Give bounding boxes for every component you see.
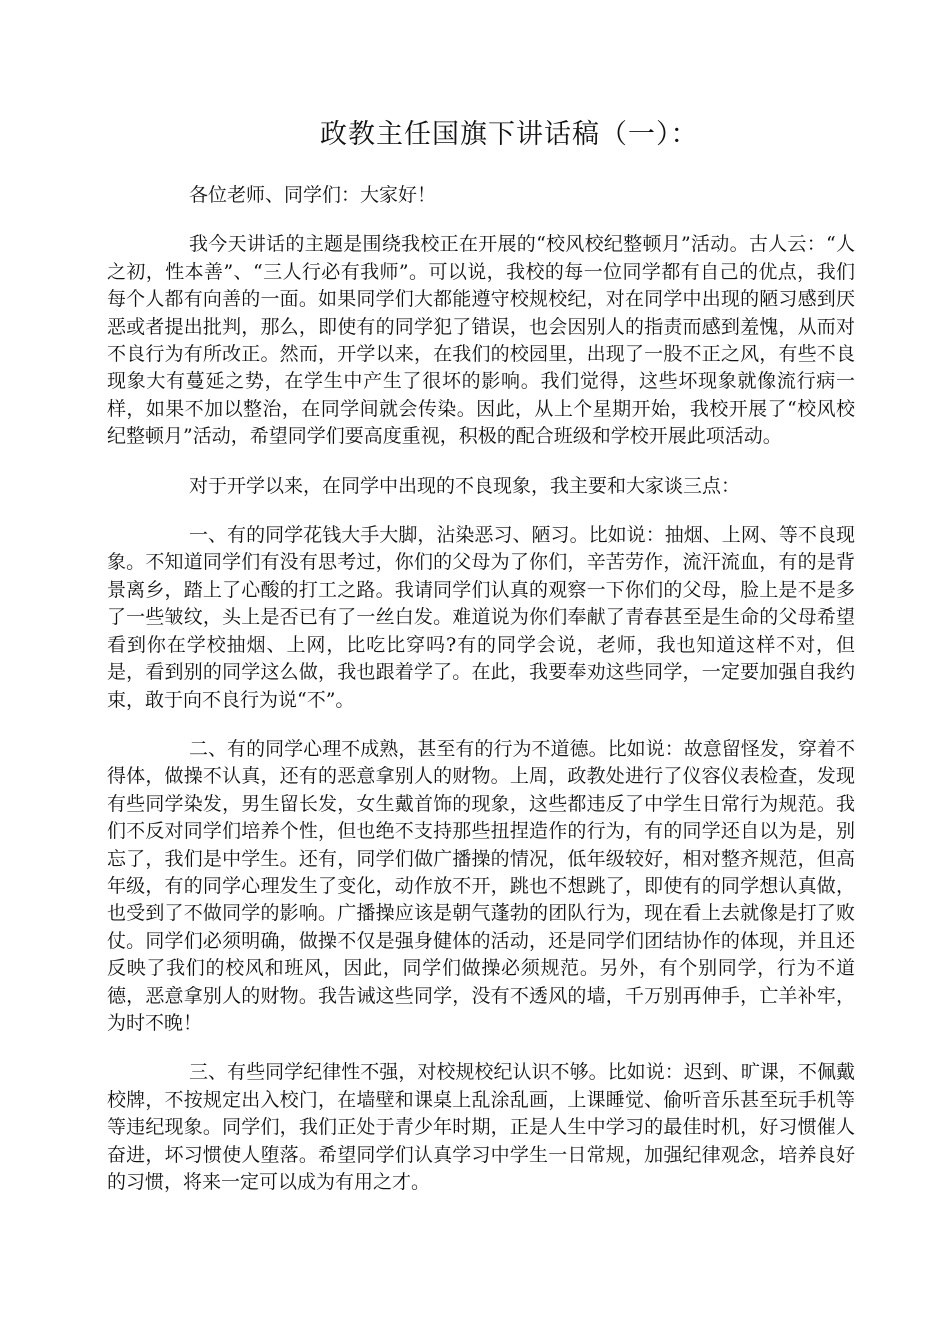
intro-paragraph: 我今天讲话的主题是围绕我校正在开展的“校风校纪整顿月”活动。古人云：“人之初，性本善”、“三人行必有我师”。可以说，我校的每一位同学都有自己的优点，我们每个人都有向善的一面。如果同学们大都能遵守校规校纪，对在同学中出现的陋习感到厌恶或者提出批判，那么，即使有的同学犯了错误，也会因别人的指责而感到羞愧，从而对不良行为有所改正。然而，开学以来，在我们的校园里，出现了一股不正之风，有些不良现象大有蔓延之势，在学生中产生了很坏的影响。我们觉得，这些坏现象就像流行病一样，如果不加以整治，在同学间就会传染。因此，从上个星期开始，我校开展了“校风校纪整顿月”活动，希望同学们要高度重视，积极的配合班级和学校开展此项活动。 [107,233,855,448]
greeting-paragraph: 各位老师、同学们：大家好！ [189,184,437,206]
point-two-paragraph: 二、有的同学心理不成熟，甚至有的行为不道德。比如说：故意留怪发，穿着不得体，做操不认真，还有的恶意拿别人的财物。上周，政教处进行了仪容仪表检查，发现有些同学染发，男生留长发，女生戴首饰的现象，这些都违反了中学生日常行为规范。我们不反对同学们培养个性，但也绝不支持那些扭捏造作的行为，有的同学还自以为是，别忘了，我们是中学生。还有，同学们做广播操的情况，低年级较好，相对整齐规范，但高年级，有的同学心理发生了变化，动作放不开，跳也不想跳了，即使有的同学想认真做，也受到了不做同学的影响。广播操应该是朝气蓬勃的团队行为，现在看上去就像是打了败仗。同学们必须明确，做操不仅是强身健体的活动，还是同学们团结协作的体现，并且还反映了我们的校风和班风，因此，同学们做操必须规范。另外，有个别同学，行为不道德，恶意拿别人的财物。我告诫这些同学，没有不透风的墙，千万别再伸手，亡羊补牢，为时不晚！ [107,737,855,1034]
document-title: 政教主任国旗下讲话稿（一）： [320,119,699,150]
point-one-paragraph: 一、有的同学花钱大手大脚，沾染恶习、陋习。比如说：抽烟、上网、等不良现象。不知道同学们有没有思考过，你们的父母为了你们，辛苦劳作，流汗流血，有的是背景离乡，踏上了心酸的打工之路。我请同学们认真的观察一下你们的父母，脸上是不是多了一些皱纹，头上是否已有了一丝白发。难道说为你们奉献了青春甚至是生命的父母希望看到你在学校抽烟、上网，比吃比穿吗?有的同学会说，老师，我也知道这样不对，但是，看到别的同学这么做，我也跟着学了。在此，我要奉劝这些同学，一定要加强自我约束，敢于向不良行为说“不”。 [107,524,855,711]
point-three-paragraph: 三、有些同学纪律性不强，对校规校纪认识不够。比如说：迟到、旷课，不佩戴校牌，不按规定出入校门，在墙壁和课桌上乱涂乱画，上课睡觉、偷听音乐甚至玩手机等等违纪现象。同学们，我们正处于青少年时期，正是人生中学习的最佳时机，好习惯催人奋进，坏习惯使人堕落。希望同学们认真学习中学生一日常规，加强纪律观念，培养良好的习惯，将来一定可以成为有用之才。 [107,1061,855,1193]
topic-paragraph: 对于开学以来，在同学中出现的不良现象，我主要和大家谈三点： [189,474,741,497]
document-body [107,182,855,1218]
